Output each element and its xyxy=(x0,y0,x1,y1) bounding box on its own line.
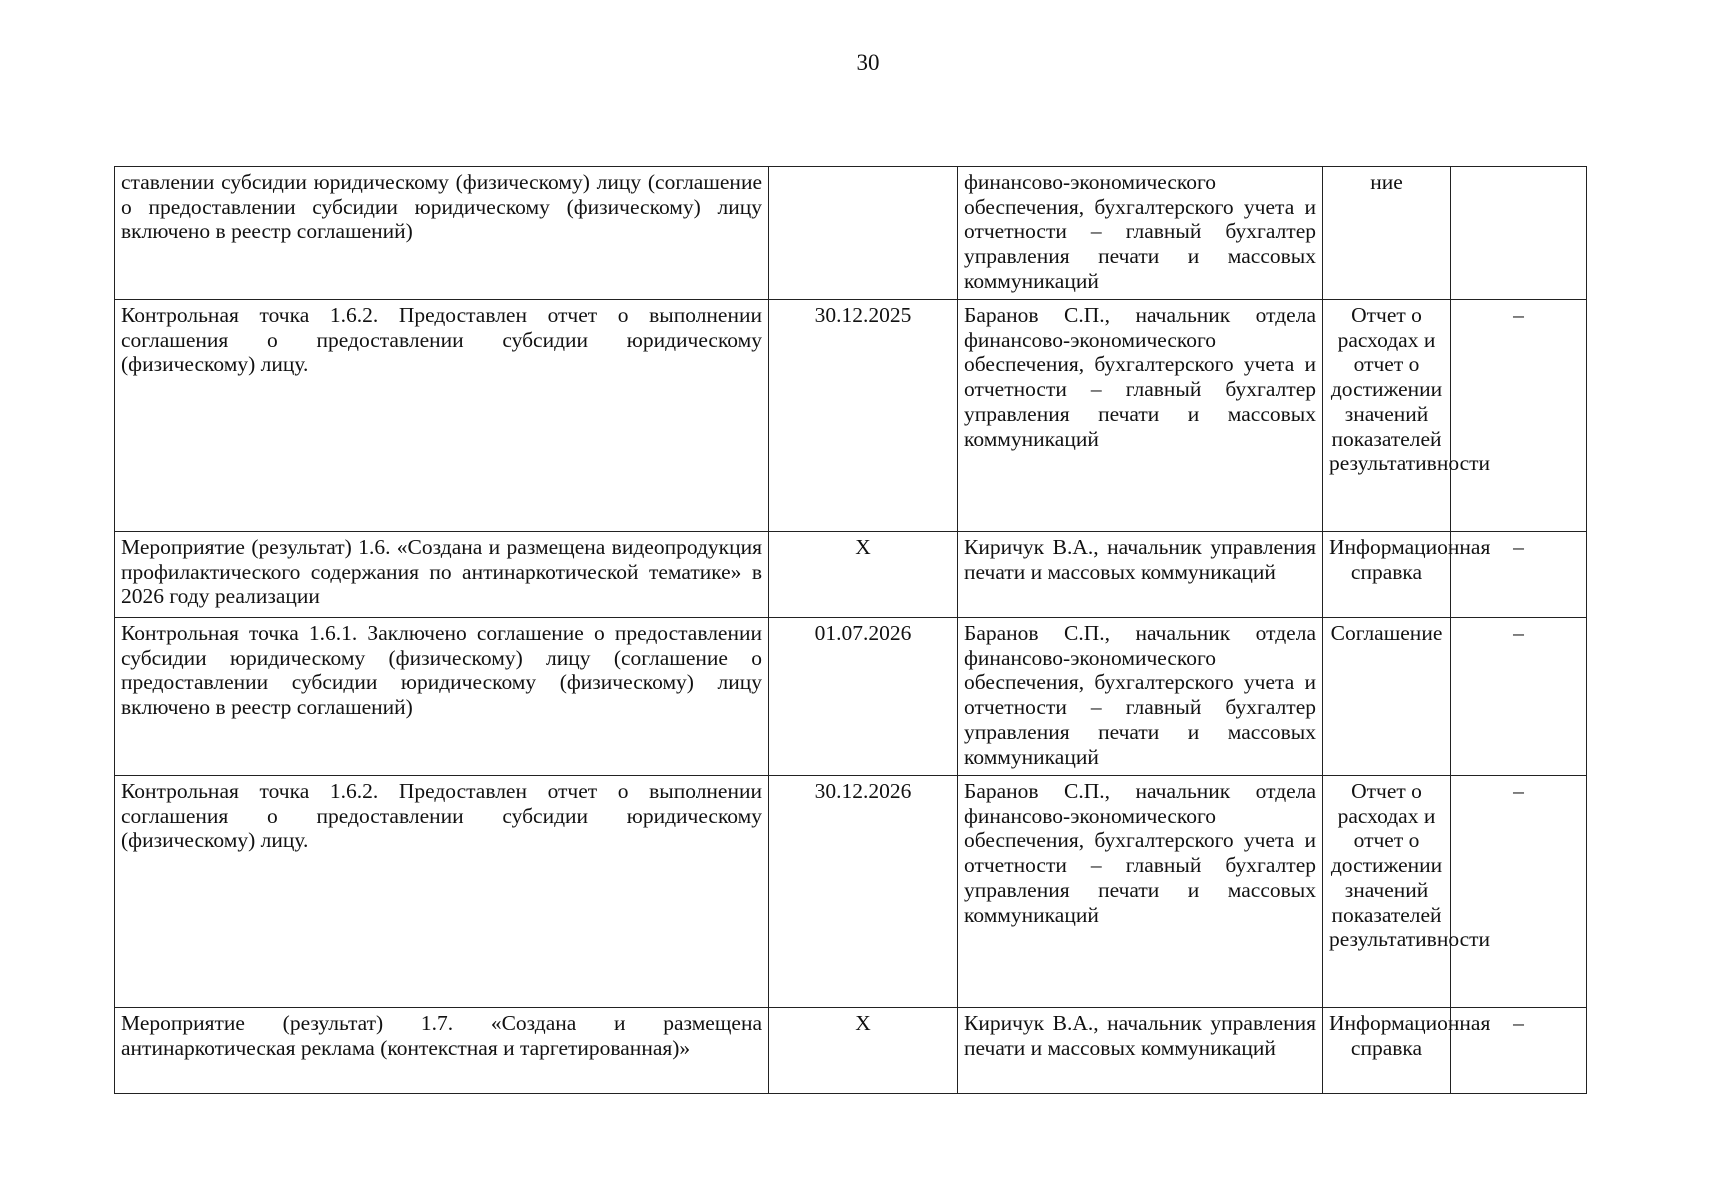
table-row xyxy=(115,1008,1587,1094)
cell-name: Мероприятие (результат) 1.7. «Создана и размещена антинаркотическая реклама (контекстная и таргетированная)» xyxy=(115,1008,769,1094)
page-number: 30 xyxy=(856,50,880,75)
cell-document: Отчет о расходах и отчет о достижении значений показателей результативности xyxy=(1323,300,1451,532)
cell-note: – xyxy=(1451,532,1587,618)
cell-document: Информационная справка xyxy=(1323,532,1451,618)
cell-note: – xyxy=(1451,300,1587,532)
cell-date xyxy=(769,167,958,300)
cell-document: ние xyxy=(1323,167,1451,300)
cell-document: Информационная справка xyxy=(1323,1008,1451,1094)
table-row xyxy=(115,618,1587,776)
cell-note: – xyxy=(1451,618,1587,776)
cell-responsible: Киричук В.А., начальник управления печати и массовых коммуникаций xyxy=(958,532,1323,618)
cell-date: 30.12.2025 xyxy=(769,300,958,532)
cell-date: 01.07.2026 xyxy=(769,618,958,776)
cell-responsible: Баранов С.П., начальник отдела финансово-экономического обеспечения, бухгалтерского учета и отчетности – главный бухгалтер управления печати и массовых коммуникаций xyxy=(958,618,1323,776)
control-points-table xyxy=(114,166,1587,1094)
table-row xyxy=(115,167,1587,300)
cell-note xyxy=(1451,167,1587,300)
cell-date: X xyxy=(769,1008,958,1094)
table-row xyxy=(115,776,1587,1008)
table-row xyxy=(115,532,1587,618)
cell-document: Соглашение xyxy=(1323,618,1451,776)
cell-name: Мероприятие (результат) 1.6. «Создана и размещена видеопродукция профилактического содержания по антинаркотической тематике» в 2026 году реализации xyxy=(115,532,769,618)
cell-responsible: финансово-экономического обеспечения, бухгалтерского учета и отчетности – главный бухгалтер управления печати и массовых коммуникаций xyxy=(958,167,1323,300)
cell-responsible: Киричук В.А., начальник управления печати и массовых коммуникаций xyxy=(958,1008,1323,1094)
cell-note: – xyxy=(1451,1008,1587,1094)
cell-responsible: Баранов С.П., начальник отдела финансово-экономического обеспечения, бухгалтерского учета и отчетности – главный бухгалтер управления печати и массовых коммуникаций xyxy=(958,300,1323,532)
cell-note: – xyxy=(1451,776,1587,1008)
cell-document: Отчет о расходах и отчет о достижении значений показателей результативности xyxy=(1323,776,1451,1008)
cell-name: ставлении субсидии юридическому (физическому) лицу (соглашение о предоставлении субсидии юридическому (физическому) лицу включено в реестр соглашений) xyxy=(115,167,769,300)
cell-date: X xyxy=(769,532,958,618)
table-row xyxy=(115,300,1587,532)
cell-name: Контрольная точка 1.6.2. Предоставлен отчет о выполнении соглашения о предоставлении субсидии юридическому (физическому) лицу. xyxy=(115,776,769,1008)
cell-name: Контрольная точка 1.6.2. Предоставлен отчет о выполнении соглашения о предоставлении субсидии юридическому (физическому) лицу. xyxy=(115,300,769,532)
cell-responsible: Баранов С.П., начальник отдела финансово-экономического обеспечения, бухгалтерского учета и отчетности – главный бухгалтер управления печати и массовых коммуникаций xyxy=(958,776,1323,1008)
cell-date: 30.12.2026 xyxy=(769,776,958,1008)
cell-name: Контрольная точка 1.6.1. Заключено соглашение о предоставлении субсидии юридическому (физическому) лицу (соглашение о предоставлении субсидии юридическому (физическому) лицу включено в реестр соглашений) xyxy=(115,618,769,776)
